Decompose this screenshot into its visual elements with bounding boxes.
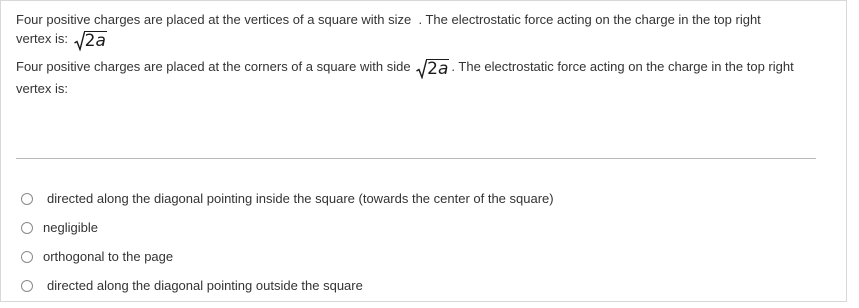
answer-options (21, 184, 554, 300)
option-outside-diagonal[interactable] (21, 271, 554, 300)
option-inside-diagonal[interactable] (21, 184, 554, 213)
question-line1-part2: . The electrostatic force acting on the charge in the top right (418, 12, 761, 27)
radio-button-icon[interactable] (21, 251, 33, 263)
question-line1-part3: vertex is: (16, 31, 69, 46)
question-line2-part1: Four positive charges are placed at the corners of a square with side (16, 59, 411, 74)
question-text-source (16, 57, 816, 98)
question-text-rendered (16, 10, 816, 51)
sqrt-number: 2 (84, 31, 96, 51)
sqrt-variable: a (438, 59, 449, 79)
sqrt-expression-2 (416, 59, 449, 79)
radio-button-icon[interactable] (21, 280, 33, 292)
option-label: orthogonal to the page (43, 249, 174, 264)
sqrt-number: 2 (427, 59, 438, 79)
radio-button-icon[interactable] (21, 193, 33, 205)
sqrt-expression (74, 31, 107, 51)
option-orthogonal[interactable] (21, 242, 554, 271)
separator-line (16, 158, 816, 159)
option-label: directed along the diagonal pointing inside the square (towards the center of the square) (47, 191, 554, 206)
question-line2-part2: . The electrostatic force acting on the charge in the top right vertex is: (16, 59, 794, 96)
radio-button-icon[interactable] (21, 222, 33, 234)
option-label: negligible (43, 220, 98, 235)
question-line1-part1: Four positive charges are placed at the vertices of a square with size (16, 12, 412, 27)
option-negligible[interactable] (21, 213, 554, 242)
sqrt-variable: a (95, 31, 106, 51)
option-label: directed along the diagonal pointing outside the square (47, 278, 363, 293)
